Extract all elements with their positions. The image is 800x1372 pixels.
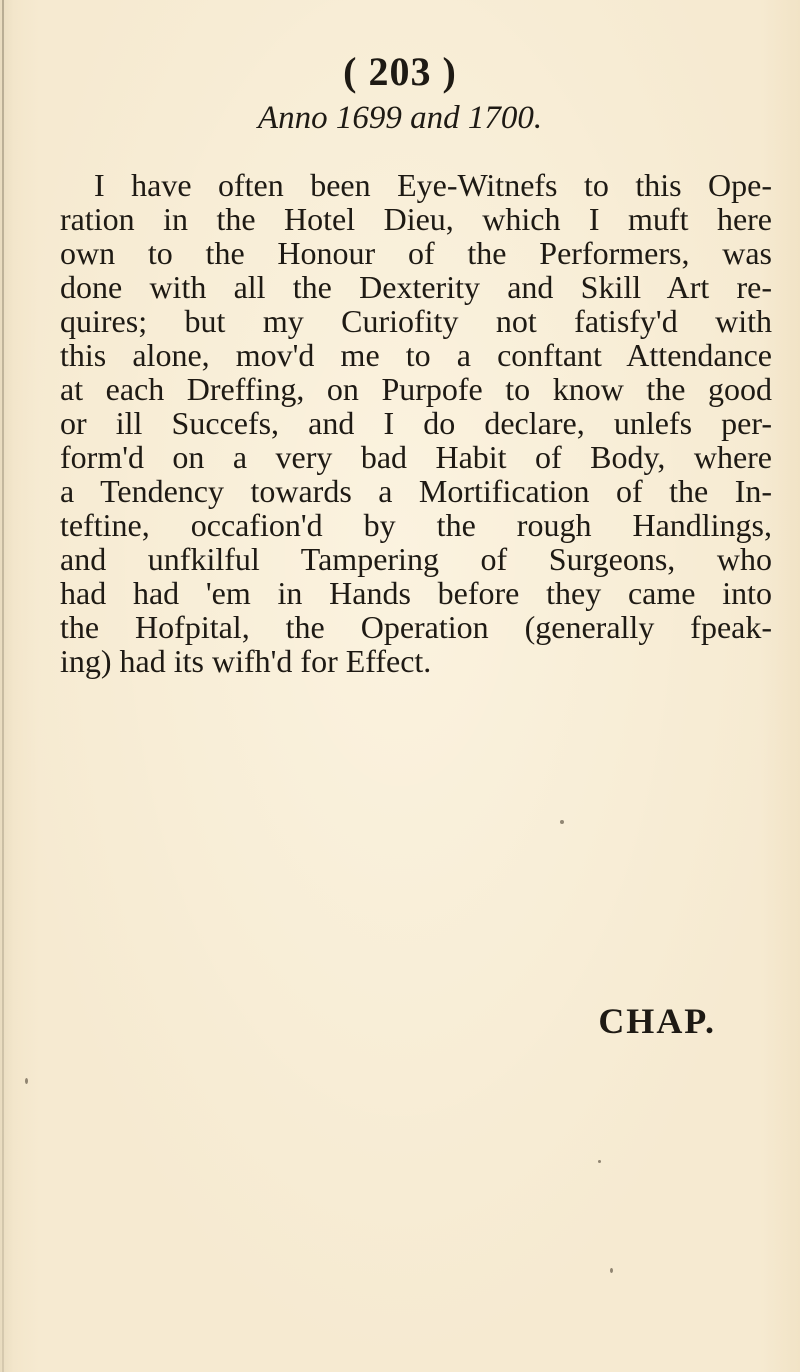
text-line: at each Dreffing, on Purpofe to know the good <box>60 371 772 407</box>
text-line: or ill Succefs, and I do declare, unlefs per- <box>60 405 772 441</box>
text-line: the Hofpital, the Operation (generally fpeak- <box>60 609 772 645</box>
paper-speck <box>598 1160 601 1163</box>
text-line: ration in the Hotel Dieu, which I muft here <box>60 201 772 237</box>
page-number: ( 203 ) <box>343 49 457 94</box>
body-paragraph <box>60 168 772 678</box>
paper-speck <box>25 1078 28 1084</box>
running-head: Anno 1699 and 1700. <box>257 100 543 136</box>
text-line-last: ing) had its wifh'd for Effect. <box>60 643 432 679</box>
catchword: CHAP. <box>598 1001 716 1041</box>
text-line: had had 'em in Hands before they came into <box>60 575 772 611</box>
text-line: a Tendency towards a Mortification of the In- <box>60 473 772 509</box>
paper-speck <box>560 820 564 824</box>
text-line: I have often been Eye-Witnefs to this Ope- <box>94 167 772 203</box>
text-line: teftine, occafion'd by the rough Handlings, <box>60 507 772 543</box>
page-edge-shadow <box>2 0 4 1372</box>
text-line: done with all the Dexterity and Skill Art re- <box>60 269 772 305</box>
paper-speck <box>610 1268 613 1273</box>
text-line: this alone, mov'd me to a conftant Attendance <box>60 337 772 373</box>
text-line: own to the Honour of the Performers, was <box>60 235 772 271</box>
text-line: form'd on a very bad Habit of Body, where <box>60 439 772 475</box>
text-line: quires; but my Curiofity not fatisfy'd with <box>60 303 772 339</box>
text-line: and unfkilful Tampering of Surgeons, who <box>60 541 772 577</box>
